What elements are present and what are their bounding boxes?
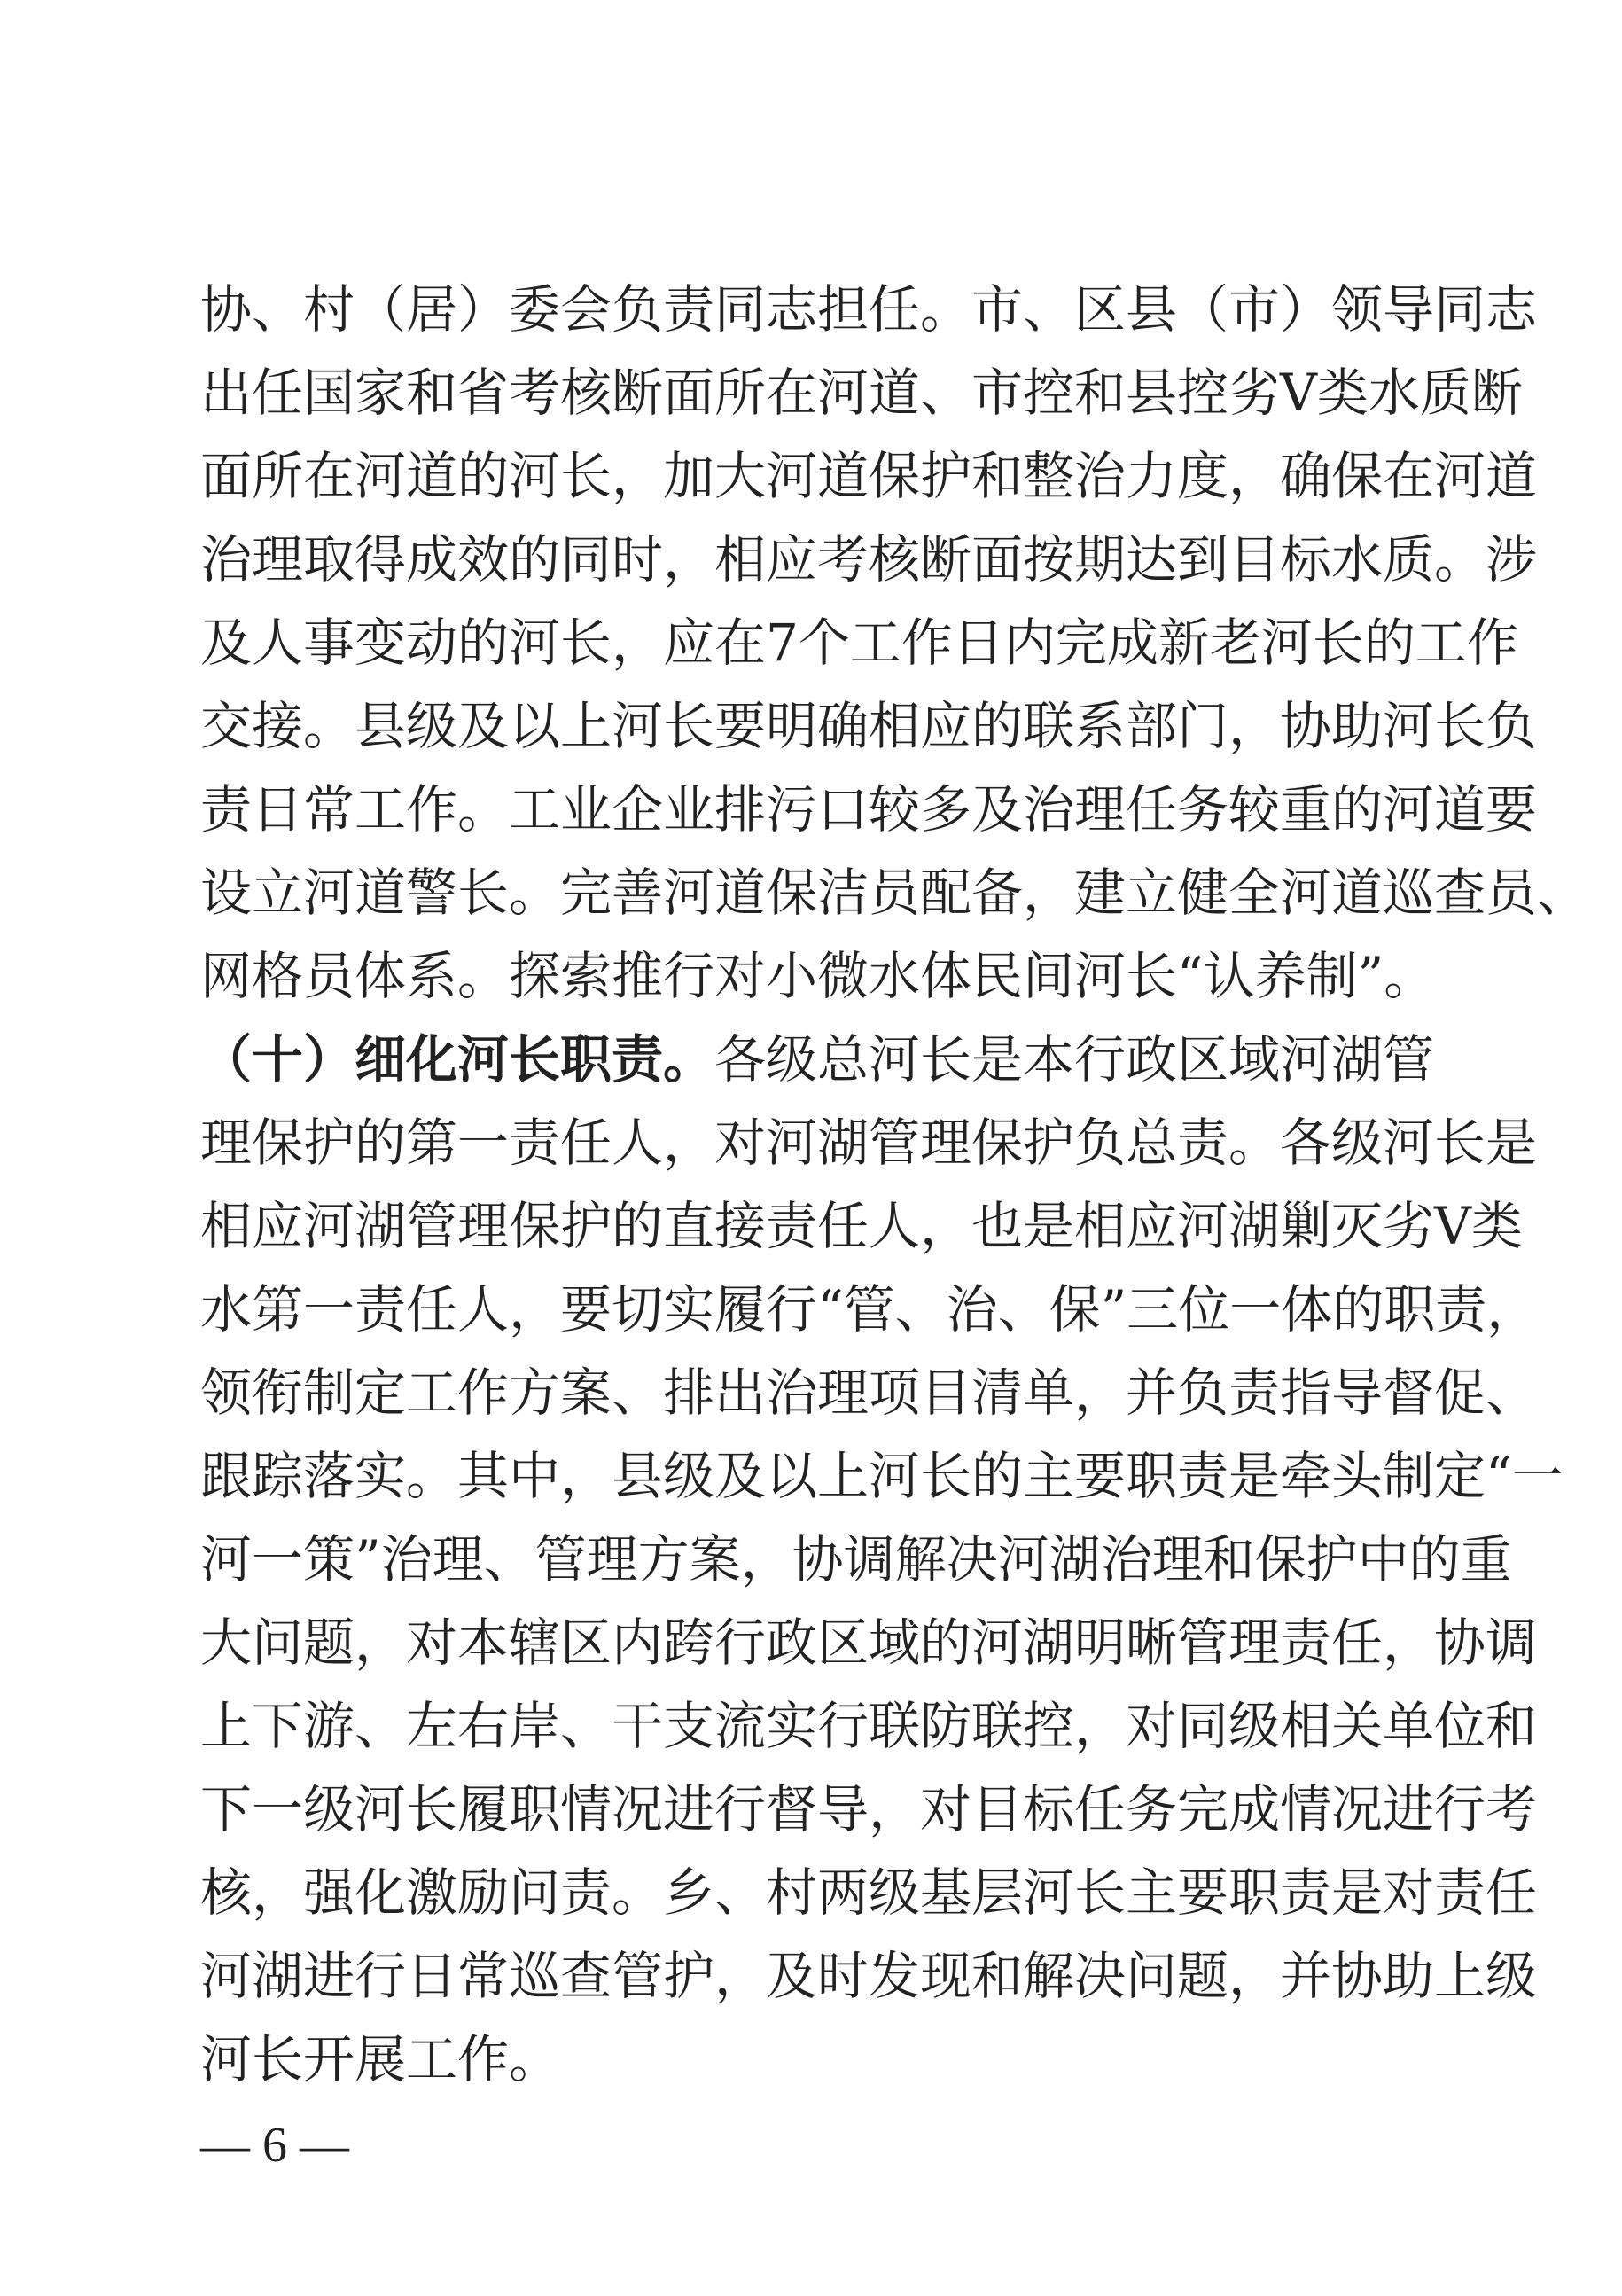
text-line: 河一策”治理、管理方案，协调解决河湖治理和保护中的重: [200, 1529, 1512, 1589]
text-line: 网格员体系。探索推行对小微水体民间河长“认养制”。: [200, 946, 1436, 1006]
text-line: 及人事变动的河长，应在7个工作日内完成新老河长的工作: [200, 613, 1518, 673]
body-text: [200, 268, 1589, 2101]
section-10-first-line-text: 各级总河长是本行政区域河湖管: [714, 1029, 1435, 1089]
text-line: 相应河湖管理保护的直接责任人，也是相应河湖剿灭劣V类: [200, 1196, 1523, 1256]
section-10-heading: （十）细化河长职责。: [200, 1029, 715, 1089]
text-line: 河湖进行日常巡查管护，及时发现和解决问题，并协助上级: [200, 1946, 1538, 2006]
text-line: 责日常工作。工业企业排污口较多及治理任务较重的河道要: [200, 779, 1538, 840]
text-line: 面所在河道的河长，加大河道保护和整治力度，确保在河道: [200, 446, 1538, 506]
text-line: 河长开展工作。: [200, 2029, 561, 2089]
text-line: 核，强化激励问责。乡、村两级基层河长主要职责是对责任: [200, 1863, 1538, 1923]
text-line: 下一级河长履职情况进行督导，对目标任务完成情况进行考: [200, 1779, 1538, 1839]
text-line: 交接。县级及以上河长要明确相应的联系部门，协助河长负: [200, 696, 1538, 756]
text-line: 上下游、左右岸、干支流实行联防联控，对同级相关单位和: [200, 1696, 1538, 1756]
page-number: — 6 —: [200, 2118, 349, 2173]
text-line: 设立河道警长。完善河道保洁员配备，建立健全河道巡查员、: [200, 863, 1589, 923]
text-line: 出任国家和省考核断面所在河道、市控和县控劣V类水质断: [200, 363, 1523, 423]
text-line: 大问题，对本辖区内跨行政区域的河湖明晰管理责任，协调: [200, 1613, 1538, 1673]
text-line: 跟踪落实。其中，县级及以上河长的主要职责是牵头制定“一: [200, 1446, 1564, 1506]
section-10-first-line: [200, 1018, 1435, 1101]
text-line: 水第一责任人，要切实履行“管、治、保”三位一体的职责，: [200, 1279, 1539, 1339]
text-line: 领衔制定工作方案、排出治理项目清单，并负责指导督促、: [200, 1363, 1538, 1423]
text-line: 理保护的第一责任人，对河湖管理保护负总责。各级河长是: [200, 1113, 1538, 1173]
text-line: 协、村（居）委会负责同志担任。市、区县（市）领导同志: [200, 279, 1538, 340]
text-line: 治理取得成效的同时，相应考核断面按期达到目标水质。涉: [200, 529, 1538, 590]
